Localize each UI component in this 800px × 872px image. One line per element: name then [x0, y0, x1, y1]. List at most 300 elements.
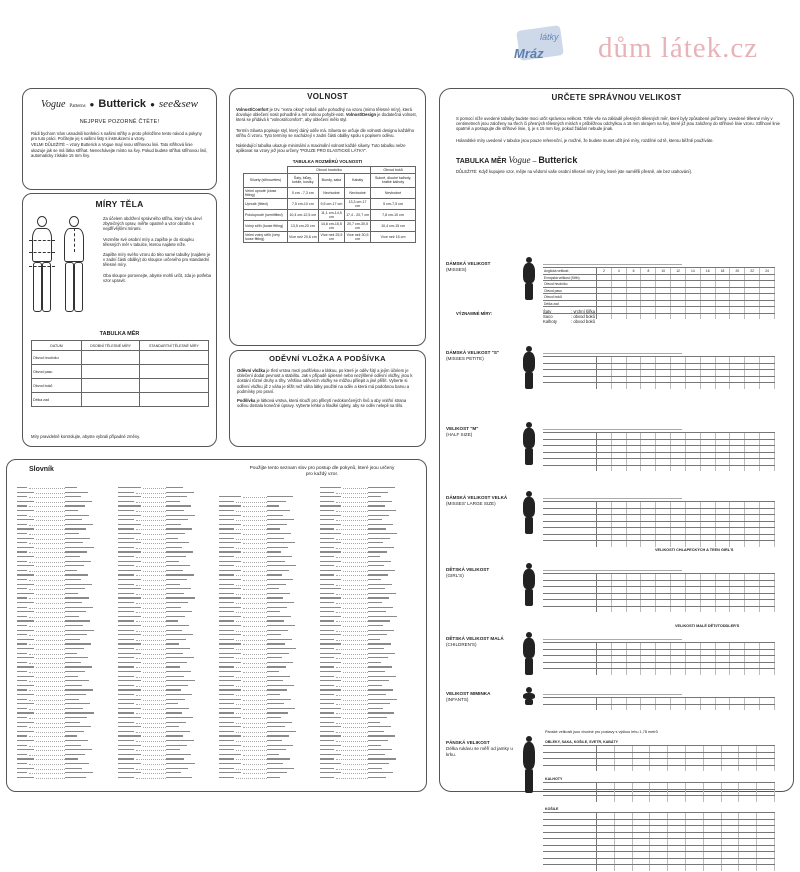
measurement-footnote: Míry pravidelně kontrolujte, abyste vybrali případné změny. — [31, 434, 141, 439]
size-chart-row — [543, 864, 775, 871]
size-chart-row — [543, 832, 775, 839]
size-chart-row — [543, 704, 775, 711]
glossary-entry — [17, 587, 112, 590]
legend-title: VÝZNAMNÉ MÍRY: — [456, 311, 493, 316]
glossary-entry — [17, 767, 112, 770]
glossary-entry — [219, 711, 314, 714]
dress-form-icon — [522, 257, 536, 301]
input-cell[interactable] — [139, 379, 208, 393]
glossary-entry — [17, 514, 112, 517]
glossary-entry — [219, 504, 314, 507]
patterns-label: Patterns — [69, 104, 86, 109]
size-chart-row — [543, 369, 775, 376]
glossary-entry — [219, 730, 314, 733]
ease-row — [244, 231, 416, 242]
glossary-entry — [17, 564, 112, 567]
glossary-entry — [17, 670, 112, 673]
size-chart-row — [543, 789, 775, 796]
glossary-columns — [17, 486, 421, 786]
glossary-entry — [320, 744, 415, 747]
glossary-entry — [320, 716, 415, 719]
glossary-entry — [17, 555, 112, 558]
glossary-entry — [320, 578, 415, 581]
glossary-entry — [320, 675, 415, 678]
size-chart-row — [543, 606, 775, 613]
glossary-entry — [17, 716, 112, 719]
glossary-entry — [118, 573, 213, 576]
sizing-p2: Holandské míry uvedené v tabulce jsou pouze referenční, je možné, že budete muset užít jiné míry, rozdílné od tě, kterou běžně používáte. — [456, 137, 714, 143]
glossary-entry — [118, 748, 213, 751]
glossary-entry — [219, 753, 314, 756]
glossary-entry — [118, 550, 213, 553]
size-chart-row — [543, 838, 775, 845]
glossary-entry — [118, 615, 213, 618]
glossary-entry — [320, 624, 415, 627]
size-chart-row — [543, 668, 775, 675]
glossary-entry — [118, 532, 213, 535]
size-chart-row — [543, 508, 775, 515]
glossary-entry — [320, 734, 415, 737]
glossary-entry — [118, 707, 213, 710]
size-category-label: PÁNSKÁ VELIKOST Délka rukávu se měří od jamky u krku. — [446, 740, 513, 757]
size-chart-row — [543, 812, 775, 819]
glossary-entry — [118, 624, 213, 627]
glossary-entry — [219, 684, 314, 687]
size-chart-table — [543, 348, 775, 392]
glossary-entry — [219, 532, 314, 535]
size-category-label: DĚTSKÁ VELIKOST (GIRL'S) — [446, 567, 490, 578]
glossary-entry — [320, 615, 415, 618]
input-cell[interactable] — [139, 351, 208, 365]
glossary-entry — [320, 500, 415, 503]
row-label: Obvod pasu — [32, 365, 82, 379]
glossary-entry — [219, 633, 314, 636]
glossary-entry — [219, 675, 314, 678]
glossary-entry — [320, 693, 415, 696]
glossary-entry — [17, 633, 112, 636]
row-label: Délka zad — [32, 393, 82, 407]
glossary-entry — [320, 592, 415, 595]
size-category-label: DÁMSKÁ VELIKOST (MISSES) — [446, 261, 491, 272]
glossary-entry — [118, 491, 213, 494]
body-measure-p1: Za účelem obdržení správného střihu, který Vás uleví zbytečných oprav, měřte opatrně a vzor obraťte s nejdřívějšími mírami. — [103, 216, 202, 232]
glossary-entry — [320, 633, 415, 636]
glossary-entry — [320, 698, 415, 701]
size-chart-row: Anglická velikost 2 4 6 8 10 12 14 16 18 20 22 24 — [543, 267, 775, 274]
dress-form-icon — [522, 563, 536, 607]
ease-cell: 11,1 cm-14,5 cm — [318, 209, 344, 220]
glossary-entry — [17, 679, 112, 682]
glossary-entry — [219, 748, 314, 751]
glossary-entry — [118, 583, 213, 586]
size-chart-row — [543, 363, 775, 370]
glossary-entry — [118, 527, 213, 530]
size-chart-row — [543, 439, 775, 446]
glossary-entry — [320, 748, 415, 751]
glossary-entry — [118, 661, 213, 664]
glossary-entry — [17, 642, 112, 645]
glossary-entry — [17, 675, 112, 678]
size-chart-row — [543, 593, 775, 600]
glossary-entry — [320, 514, 415, 517]
body-measurements-title: MÍRY TĚLA — [95, 199, 144, 209]
glossary-entry — [118, 486, 213, 489]
glossary-entry — [118, 629, 213, 632]
glossary-entry — [320, 569, 415, 572]
glossary-entry — [17, 592, 112, 595]
size-category-label: VELIKOST MIMINKA (INFANTS) — [446, 691, 491, 702]
size-chart-row — [543, 376, 775, 383]
glossary-entry — [219, 665, 314, 668]
measurement-table — [31, 340, 209, 407]
glossary-entry — [320, 707, 415, 710]
glossary-entry — [219, 629, 314, 632]
size-chart-row — [543, 845, 775, 852]
glossary-entry — [219, 647, 314, 650]
glossary-entry — [219, 569, 314, 572]
glossary-entry — [17, 541, 112, 544]
ease-cell: Nevhodné — [318, 187, 344, 198]
glossary-entry — [17, 491, 112, 494]
ease-cell: Nevhodné — [371, 187, 416, 198]
size-chart-row — [543, 825, 775, 832]
toddler-heading: VELIKOSTI MALÉ DĚTI/TODDLER'S — [675, 624, 740, 628]
size-chart-row — [543, 514, 775, 521]
ease-header: Siluety (silhouettes) — [244, 173, 288, 187]
glossary-entry — [118, 578, 213, 581]
glossary-entry — [320, 757, 415, 760]
col-standard: STANDARTNÍ TĚLESNÉ MÍRY — [139, 341, 208, 351]
ease-cell: 13,3 cm-17 cm — [345, 198, 371, 209]
glossary-entry — [219, 500, 314, 503]
glossary-entry — [118, 509, 213, 512]
glossary-entry — [17, 500, 112, 503]
size-category-label: DÁMSKÁ VELIKOST "S" (MISSES PETITE) — [446, 350, 500, 361]
interfacing-panel — [229, 350, 426, 447]
glossary-entry — [219, 546, 314, 549]
size-chart-row — [543, 534, 775, 541]
size-chart-table — [543, 493, 775, 549]
mens-subheading: OBLEKY, SAKA, KOŠILE, SVETR, KABÁTY — [545, 740, 619, 744]
butterick-brand: Butterick — [98, 98, 147, 110]
badge-top-text: látky — [540, 32, 559, 42]
size-category-label: DĚTSKÁ VELIKOST MALÁ (CHILDREN'S) — [446, 636, 504, 647]
glossary-entry — [320, 721, 415, 724]
intro-heading: NEJPRVE POZORNĚ ČTĚTE! — [79, 119, 160, 125]
glossary-entry — [320, 573, 415, 576]
site-logo — [500, 22, 795, 72]
glossary-entry — [219, 739, 314, 742]
glossary-entry — [320, 679, 415, 682]
mens-subheading: KALHOTY — [545, 777, 563, 781]
glossary-entry — [219, 537, 314, 540]
ease-cell: 14,6 cm-15,5 cm — [318, 220, 344, 231]
ease-group-hips: Obvod boků — [371, 167, 416, 173]
glossary-entry — [219, 656, 314, 659]
size-chart-row — [543, 758, 775, 765]
glossary-entry — [320, 601, 415, 604]
glossary-entry — [118, 518, 213, 521]
size-chart-row — [543, 795, 775, 802]
size-chart-row — [543, 356, 775, 363]
size-chart-row — [543, 649, 775, 656]
glossary-entry — [320, 596, 415, 599]
glossary-entry — [320, 491, 415, 494]
glossary-entry — [118, 523, 213, 526]
glossary-entry — [118, 652, 213, 655]
ease-row-label: Velmi volný střih (very loose fitting) — [244, 231, 288, 242]
glossary-entry — [219, 693, 314, 696]
size-chart-row — [543, 452, 775, 459]
size-chart-row — [543, 819, 775, 826]
glossary-entry — [320, 527, 415, 530]
glossary-entry — [219, 767, 314, 770]
glossary-entry — [118, 504, 213, 507]
glossary-entry — [118, 675, 213, 678]
glossary-entry — [17, 523, 112, 526]
ease-cell: 7,5 cm-10 cm — [287, 198, 318, 209]
size-chart-row — [543, 382, 775, 389]
glossary-entry — [219, 610, 314, 613]
glossary-entry — [219, 638, 314, 641]
ease-group-bust: Obvod hrudníku — [287, 167, 370, 173]
body-measure-p3: Zapište míry svého vzoru do této samé tabulky (najdete je v zadní části obálky) do sloupce určeného pro standardní tělesné míry. — [103, 252, 211, 268]
vogue-brand: Vogue — [40, 99, 66, 110]
ease-table — [243, 166, 416, 242]
glossary-entry — [17, 610, 112, 613]
glossary-entry — [17, 569, 112, 572]
ease-cell: Více než 25,5 cm — [318, 231, 344, 242]
glossary-entry — [219, 688, 314, 691]
glossary-entry — [17, 601, 112, 604]
body-figures-illustration — [29, 214, 99, 324]
glossary-entry — [320, 665, 415, 668]
glossary-entry — [219, 583, 314, 586]
size-chart-row — [543, 573, 775, 580]
glossary-entry — [219, 642, 314, 645]
glossary-entry — [219, 776, 314, 779]
glossary-entry — [118, 665, 213, 668]
glossary-entry — [17, 624, 112, 627]
glossary-entry — [17, 583, 112, 586]
glossary-entry — [118, 638, 213, 641]
glossary-entry — [17, 753, 112, 756]
glossary-entry — [320, 670, 415, 673]
glossary-entry — [320, 532, 415, 535]
glossary-entry — [17, 771, 112, 774]
ease-cell: 0 cm - 7,3 cm — [287, 187, 318, 198]
glossary-entry — [219, 550, 314, 553]
glossary-entry — [320, 546, 415, 549]
mens-subheading: KOŠILE — [545, 807, 559, 811]
glossary-entry — [320, 684, 415, 687]
glossary-entry — [320, 771, 415, 774]
glossary-entry — [320, 560, 415, 563]
glossary-entry — [118, 555, 213, 558]
input-cell[interactable] — [82, 379, 140, 393]
glossary-entry — [219, 762, 314, 765]
glossary-entry — [17, 527, 112, 530]
sizing-title: URČETE SPRÁVNOU VELIKOST — [551, 93, 682, 102]
glossary-entry — [17, 532, 112, 535]
glossary-entry — [118, 730, 213, 733]
ease-cell: 13,5 cm-20 cm — [287, 220, 318, 231]
body-measure-p2: Vezměte své osobní míry a zapište je do sloupku tělesných měr v tabulce, kterou najdete níže. — [103, 236, 194, 247]
glossary-entry — [219, 624, 314, 627]
size-chart-row — [543, 858, 775, 865]
col-personal: OSOBNÍ TĚLESNÉ MÍRY — [82, 341, 140, 351]
glossary-entry — [118, 647, 213, 650]
glossary-entry — [320, 555, 415, 558]
mens-note: Pánské velikosti jsou vhodné pro postavy s výškou lehu 1,78 metrů — [545, 730, 658, 734]
input-cell[interactable] — [82, 393, 140, 407]
ease-panel — [229, 88, 426, 346]
glossary-entry — [320, 629, 415, 632]
size-chart-row — [543, 765, 775, 772]
ease-cell: Více než 20,6 cm — [287, 231, 318, 242]
body-measurements-text — [103, 216, 211, 283]
intro-panel — [22, 88, 217, 190]
glossary-entry — [219, 573, 314, 576]
col-date: DATUM — [32, 341, 82, 351]
glossary-entry — [320, 583, 415, 586]
glossary-entry — [118, 500, 213, 503]
glossary-title: Slovník — [29, 466, 54, 473]
interfacing-title: ODĚVNÍ VLOŽKA A PODŠÍVKA — [269, 354, 386, 363]
input-cell[interactable] — [139, 393, 208, 407]
ease-table-title: TABULKA ROZMĚRŮ VOLNOSTI — [292, 159, 363, 165]
glossary-entry — [17, 711, 112, 714]
row-label: Obvod boků — [32, 379, 82, 393]
ease-row — [244, 198, 416, 209]
glossary-entry — [219, 518, 314, 521]
interfacing-p1: Oděvní vložka je třetí vrstva mezi podšívkou a látkou, po které je oděv šitý a jejím účelem je oblečení dodat pevnost a stabilitu. Jak v případě úplesné nebo nezýšlené oděvní vložky, jsou k dostání různé druhy a tíhy. Většina oděvních vložky se můžou přilepit a jiné přišít. Vyberte si oděvní vložku již z váha je těžit než váha látky použité na oděv a která má podobnou barvu a podmínky pro praní. — [237, 368, 413, 394]
ease-row — [244, 220, 416, 231]
glossary-entry — [17, 776, 112, 779]
glossary-entry — [118, 610, 213, 613]
ease-header: Kabáty — [345, 173, 371, 187]
glossary-entry — [118, 698, 213, 701]
size-chart-row — [543, 662, 775, 669]
dress-form-icon — [522, 632, 536, 676]
size-chart-table — [543, 689, 775, 711]
glossary-entry — [219, 702, 314, 705]
see-sew-brand: see&sew — [158, 98, 199, 110]
glossary-entry — [17, 615, 112, 618]
glossary-entry — [320, 518, 415, 521]
size-chart-row — [543, 521, 775, 528]
glossary-entry — [320, 550, 415, 553]
input-cell[interactable] — [82, 365, 140, 379]
glossary-entry — [320, 587, 415, 590]
glossary-entry — [320, 739, 415, 742]
glossary-panel — [6, 459, 427, 792]
ease-cell: 9,5 cm-17 cm — [318, 198, 344, 209]
glossary-entry — [17, 698, 112, 701]
glossary-entry — [320, 564, 415, 567]
glossary-entry — [219, 587, 314, 590]
glossary-entry — [118, 684, 213, 687]
glossary-entry — [118, 592, 213, 595]
glossary-entry — [118, 762, 213, 765]
size-chart-table — [543, 259, 775, 319]
glossary-entry — [17, 509, 112, 512]
glossary-entry — [219, 527, 314, 530]
intro-paragraph-1: Rádi bychom Vám usnadnili konfekci s našimi střihy a proto přeložíme tento návod a pokyny pro tuto práci. Počítejte jej s vašimi listy s instrukcemi a vzory. — [31, 131, 202, 142]
size-chart-row — [543, 306, 775, 313]
glossary-entry — [118, 679, 213, 682]
intro-paragraph-2: VELMI DŮLEŽITÉ – vzory Butterick a Vogue mají svou střihovou linii. Tato střihová linie ukazuje jak se má látka stříhat. Nenechávejte místo na švy. Pokud budete stříhat střihovou linií, automaticky získáte 15 mm švy. — [31, 142, 208, 158]
size-chart-row: Délka zad — [543, 300, 775, 307]
glossary-entry — [118, 633, 213, 636]
glossary-entry — [17, 619, 112, 622]
glossary-entry — [118, 744, 213, 747]
sizing-important: DŮLEŽITÉ: Když kupujete vzor, mějte na vědomí vaše osobní tělesné míry (míry, které jste naměřili přesně, ale bez utahování). — [456, 168, 693, 174]
glossary-entry — [219, 771, 314, 774]
glossary-entry — [320, 523, 415, 526]
input-cell[interactable] — [82, 351, 140, 365]
glossary-entry — [118, 688, 213, 691]
sizing-table-title: TABULKA MĚR Vogue – Butterick — [456, 154, 578, 165]
legend-list: Šaty : vrchní šířka Saco : obvod boků Kalhoty : obvod boků — [543, 309, 595, 325]
latky-mraz-badge — [500, 22, 570, 72]
size-category-label: VELIKOST "M" (HALF SIZE) — [446, 426, 479, 437]
glossary-entry — [118, 716, 213, 719]
ease-header: Sukně, dlouhé kalhoty, krátké kalhoty — [371, 173, 416, 187]
glossary-entry — [17, 702, 112, 705]
glossary-entry — [118, 739, 213, 742]
dress-form-icon — [522, 491, 536, 535]
glossary-entry — [320, 606, 415, 609]
glossary-entry — [320, 762, 415, 765]
size-chart-row — [543, 599, 775, 606]
glossary-entry — [17, 665, 112, 668]
glossary-entry — [17, 504, 112, 507]
size-chart-row — [543, 313, 775, 320]
ease-row-label: Upnuté (fitted) — [244, 198, 288, 209]
glossary-entry — [320, 638, 415, 641]
glossary-entry — [219, 757, 314, 760]
glossary-entry — [118, 495, 213, 498]
input-cell[interactable] — [139, 365, 208, 379]
size-chart-row — [543, 851, 775, 858]
glossary-entry — [320, 656, 415, 659]
glossary-entry — [17, 725, 112, 728]
size-chart-row — [543, 527, 775, 534]
glossary-entry — [219, 578, 314, 581]
glossary-entry — [118, 569, 213, 572]
glossary-entry — [118, 670, 213, 673]
ease-cell: 7,8 cm-10 cm — [371, 209, 416, 220]
glossary-entry — [17, 734, 112, 737]
ease-cell: Více než 15 cm — [371, 231, 416, 242]
glossary-entry — [320, 730, 415, 733]
size-chart-row — [543, 432, 775, 439]
size-chart-table — [543, 745, 775, 775]
size-category-label: DÁMSKÁ VELIKOST VELKÁ (MISSES' LARGE SIZE) — [446, 495, 508, 506]
glossary-entry — [118, 541, 213, 544]
size-chart-row — [543, 580, 775, 587]
glossary-entry — [320, 486, 415, 489]
size-chart-row — [543, 655, 775, 662]
glossary-entry — [17, 739, 112, 742]
glossary-entry — [118, 753, 213, 756]
ease-p2: Termín Silueta popisuje styl, který dáný oděv má. Silueta se určuje dle volnosti designu každého střihu či vzoru. Tyto termíny se nacházejí v zadní části obálky spolu s popisem oděvu. — [236, 127, 415, 138]
glossary-entry — [320, 495, 415, 498]
glossary-entry — [17, 596, 112, 599]
glossary-entry — [320, 509, 415, 512]
glossary-entry — [219, 541, 314, 544]
